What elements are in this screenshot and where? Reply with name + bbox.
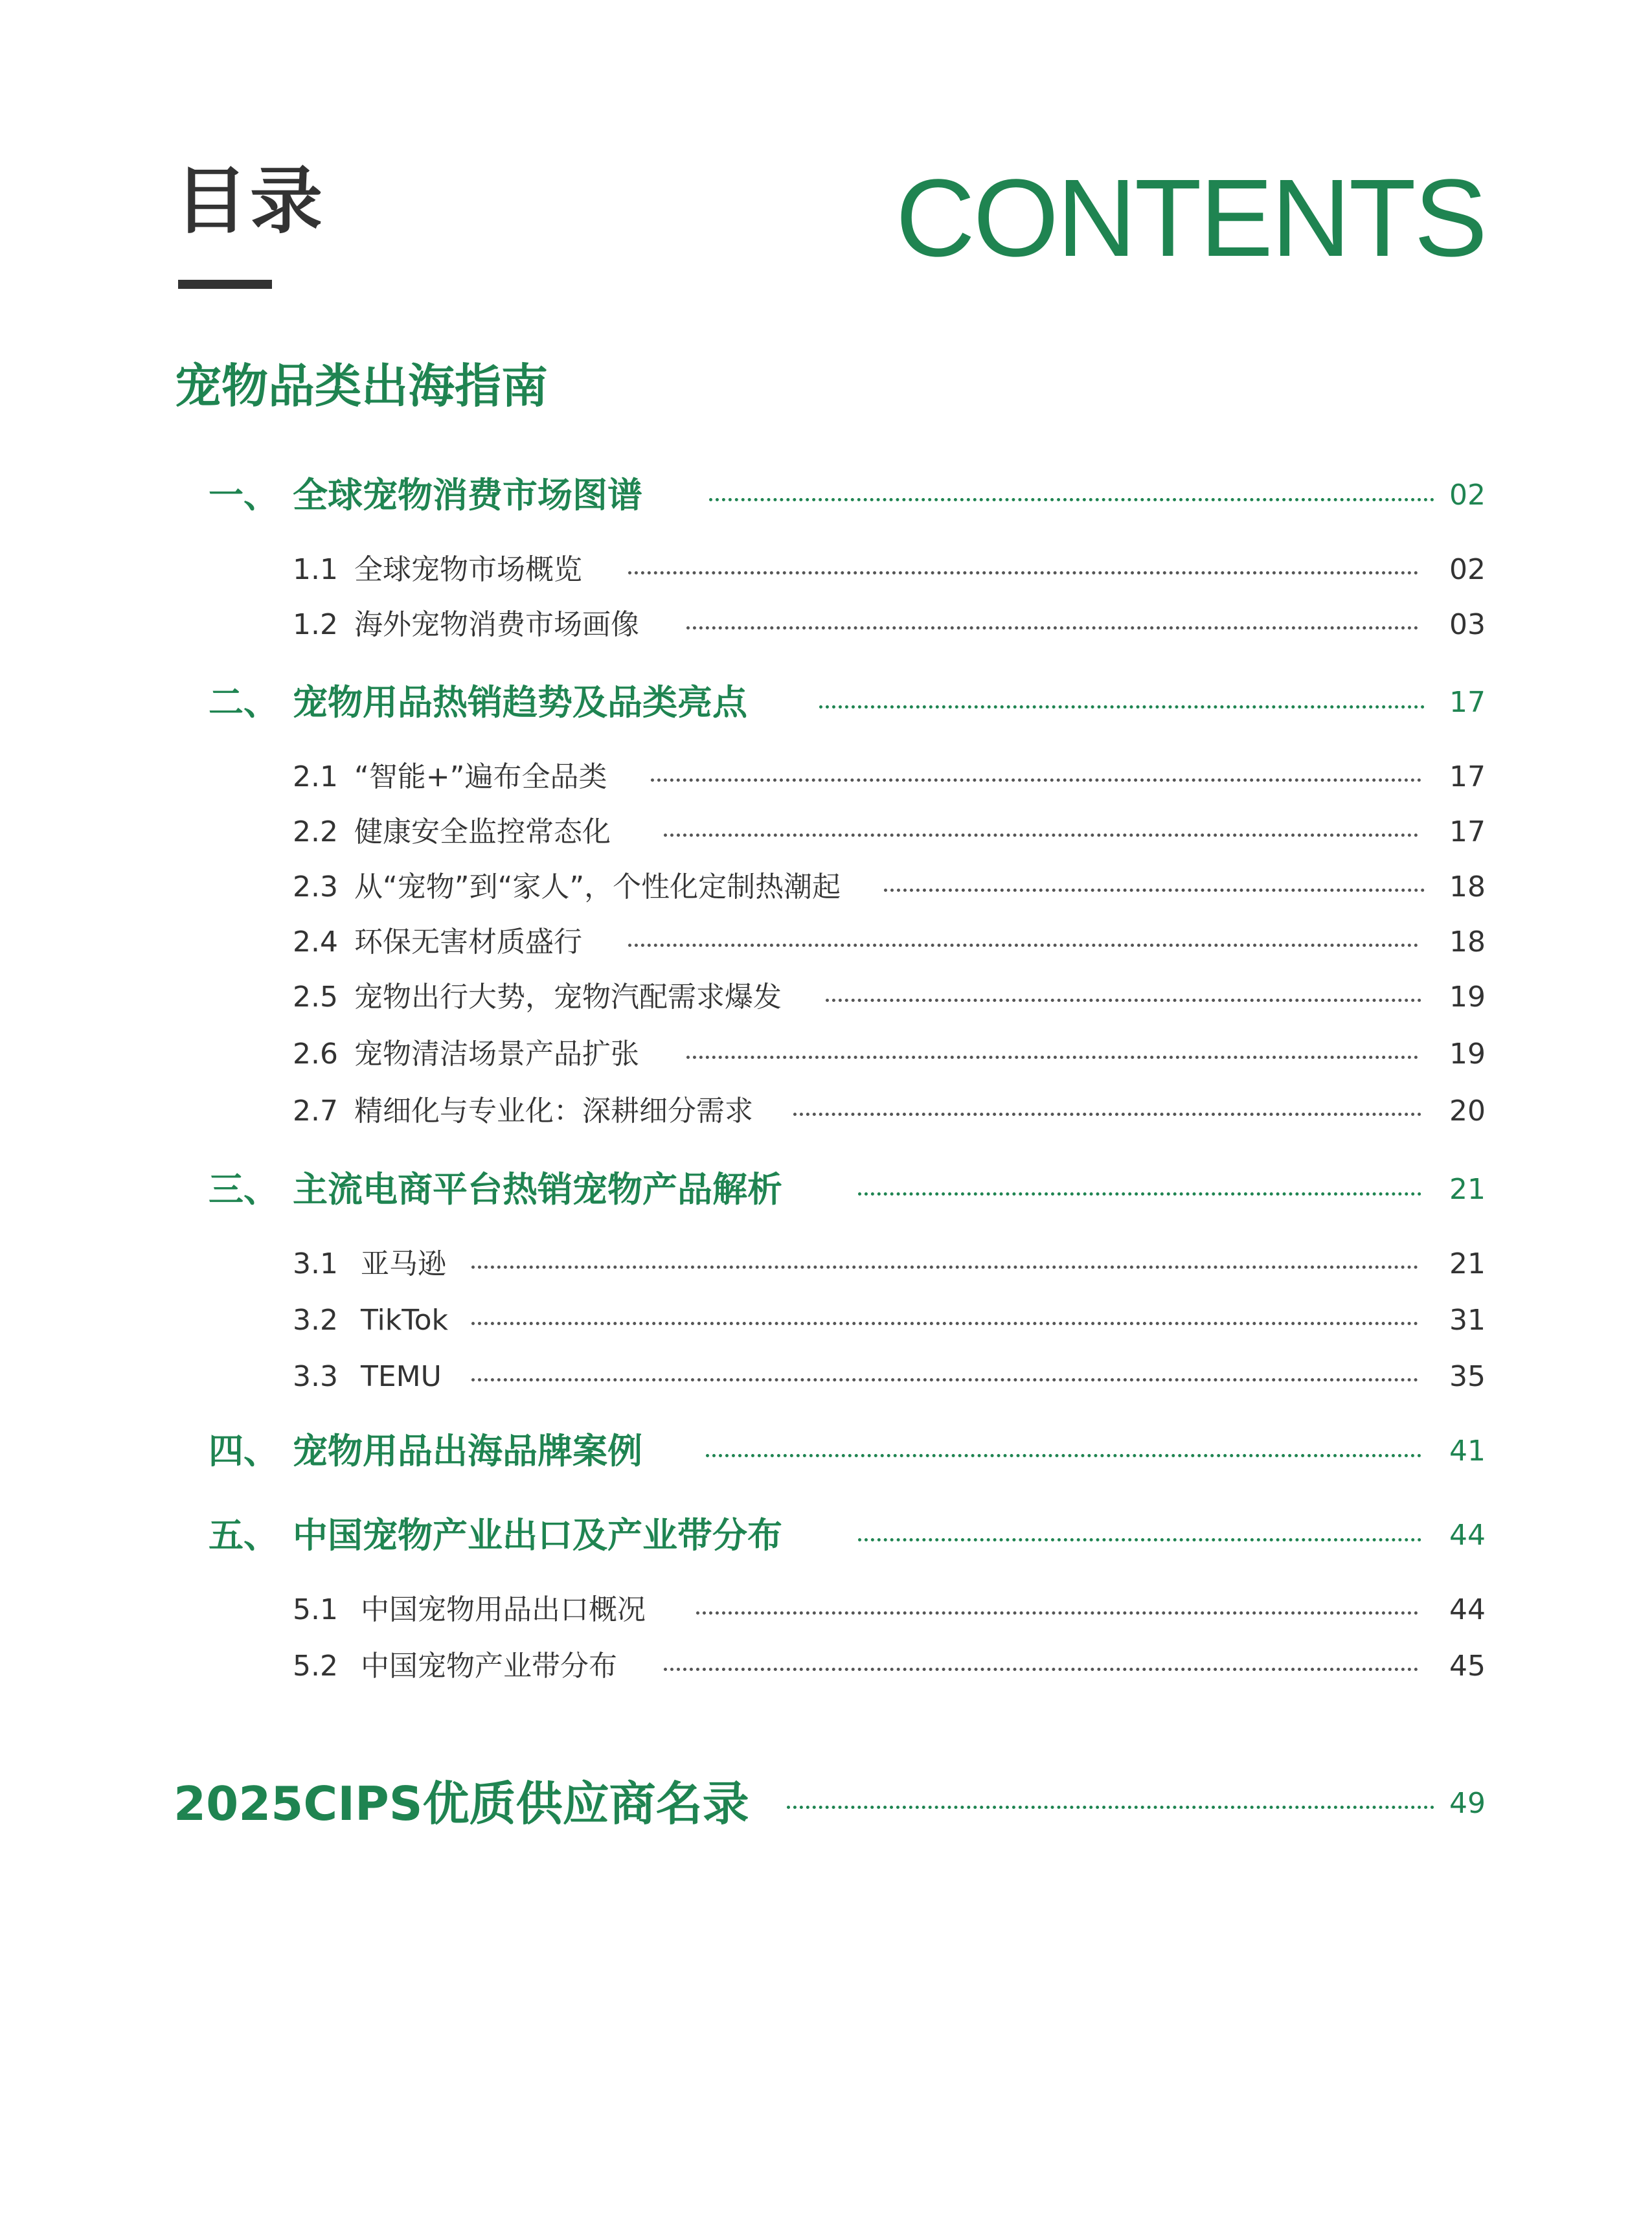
dot-leader	[709, 498, 1434, 501]
contents-heading: CONTENTS	[896, 157, 1486, 280]
dot-leader	[858, 1192, 1421, 1196]
toc-item-3-3[interactable]	[0, 1351, 1652, 1403]
item-number: 1.1	[293, 553, 338, 586]
chapter-number: 五、	[209, 1515, 278, 1556]
item-number: 3.2	[293, 1304, 338, 1337]
toc-item-3-1[interactable]	[0, 1238, 1652, 1290]
item-number: 3.1	[293, 1247, 338, 1280]
dot-leader	[628, 944, 1418, 947]
page-number: 44	[1449, 1593, 1486, 1626]
item-label: 精细化与专业化：深耕细分需求	[354, 1095, 753, 1128]
item-number: 5.2	[293, 1650, 338, 1683]
dot-leader	[471, 1266, 1418, 1269]
page-title: 目录	[175, 159, 325, 244]
item-label: 亚马逊	[361, 1247, 446, 1280]
dot-leader	[826, 999, 1421, 1002]
page-number: 21	[1449, 1247, 1486, 1280]
toc-item-2-4[interactable]	[0, 916, 1652, 968]
page-number: 18	[1449, 870, 1486, 903]
page-number: 19	[1449, 981, 1486, 1014]
toc-item-2-6[interactable]	[0, 1028, 1652, 1080]
dot-leader	[651, 778, 1421, 782]
dot-leader	[858, 1538, 1421, 1541]
page-number: 35	[1449, 1360, 1486, 1393]
item-label: “智能+”遍布全品类	[354, 760, 607, 793]
toc-chapter-4[interactable]	[0, 1425, 1652, 1477]
page-number: 03	[1449, 608, 1486, 641]
page-number: 31	[1449, 1304, 1486, 1337]
item-label: 海外宠物消费市场画像	[354, 608, 639, 641]
page-number: 41	[1449, 1435, 1486, 1468]
dot-leader	[471, 1378, 1418, 1381]
dot-leader	[686, 1056, 1418, 1059]
section-title: 宠物品类出海指南	[175, 359, 549, 413]
chapter-number: 二、	[209, 682, 278, 723]
item-label: TikTok	[361, 1304, 449, 1337]
item-number: 2.1	[293, 760, 338, 793]
toc-item-3-2[interactable]	[0, 1295, 1652, 1346]
page-number: 20	[1449, 1095, 1486, 1128]
chapter-number: 四、	[209, 1431, 278, 1471]
dot-leader	[706, 1454, 1421, 1457]
chapter-number: 一、	[209, 475, 278, 516]
dot-leader	[787, 1806, 1434, 1809]
page-number: 17	[1449, 760, 1486, 793]
dot-leader	[471, 1322, 1418, 1325]
toc-chapter-2[interactable]	[0, 677, 1652, 729]
page-number: 44	[1449, 1519, 1486, 1552]
toc-item-5-1[interactable]	[0, 1584, 1652, 1636]
supplier-directory-label: 2025CIPS优质供应商名录	[174, 1777, 749, 1831]
page-number: 49	[1449, 1787, 1486, 1820]
item-number: 2.3	[293, 870, 338, 903]
page-number: 19	[1449, 1038, 1486, 1071]
page-number: 21	[1449, 1173, 1486, 1206]
item-label: 健康安全监控常态化	[354, 815, 611, 848]
page-number: 02	[1449, 479, 1486, 512]
toc-item-2-7[interactable]	[0, 1085, 1652, 1137]
dot-leader	[686, 626, 1418, 630]
item-label: 环保无害材质盛行	[354, 926, 582, 959]
dot-leader	[664, 1668, 1418, 1671]
item-label: 从“宠物”到“家人”，个性化定制热潮起	[354, 870, 841, 903]
toc-item-2-2[interactable]	[0, 806, 1652, 858]
toc-supplier-directory[interactable]	[0, 1768, 1652, 1839]
item-label: 中国宠物用品出口概况	[361, 1593, 646, 1626]
page-number: 17	[1449, 815, 1486, 848]
page-number: 18	[1449, 926, 1486, 959]
item-number: 2.7	[293, 1095, 338, 1128]
item-number: 2.6	[293, 1038, 338, 1071]
item-number: 2.2	[293, 815, 338, 848]
item-label: 中国宠物产业带分布	[361, 1650, 617, 1683]
item-number: 1.2	[293, 608, 338, 641]
item-number: 3.3	[293, 1360, 338, 1393]
toc-item-1-1[interactable]	[0, 544, 1652, 596]
item-number: 2.4	[293, 926, 338, 959]
chapter-label: 全球宠物消费市场图谱	[293, 475, 642, 516]
item-label: 宠物清洁场景产品扩张	[354, 1038, 639, 1071]
item-label: TEMU	[361, 1360, 442, 1393]
title-underline	[178, 280, 272, 289]
chapter-label: 宠物用品热销趋势及品类亮点	[293, 682, 747, 723]
toc-chapter-1[interactable]	[0, 470, 1652, 521]
toc-chapter-3[interactable]	[0, 1164, 1652, 1216]
item-label: 全球宠物市场概览	[354, 553, 582, 586]
dot-leader	[664, 834, 1418, 837]
dot-leader	[696, 1611, 1418, 1615]
item-number: 5.1	[293, 1593, 338, 1626]
page-number: 02	[1449, 553, 1486, 586]
item-label: 宠物出行大势，宠物汽配需求爆发	[354, 981, 782, 1014]
toc-item-5-2[interactable]	[0, 1641, 1652, 1692]
toc-item-1-2[interactable]	[0, 599, 1652, 651]
dot-leader	[819, 705, 1425, 709]
chapter-label: 主流电商平台热销宠物产品解析	[293, 1169, 782, 1210]
chapter-label: 宠物用品出海品牌案例	[293, 1431, 642, 1471]
toc-item-2-5[interactable]	[0, 971, 1652, 1023]
dot-leader	[793, 1113, 1421, 1116]
toc-item-2-3[interactable]	[0, 861, 1652, 913]
chapter-number: 三、	[209, 1169, 278, 1210]
page-number: 17	[1449, 686, 1486, 719]
toc-item-2-1[interactable]	[0, 751, 1652, 803]
item-number: 2.5	[293, 981, 338, 1014]
dot-leader	[884, 889, 1425, 892]
page-number: 45	[1449, 1650, 1486, 1683]
dot-leader	[628, 571, 1418, 574]
chapter-label: 中国宠物产业出口及产业带分布	[293, 1515, 782, 1556]
toc-chapter-5[interactable]	[0, 1510, 1652, 1562]
